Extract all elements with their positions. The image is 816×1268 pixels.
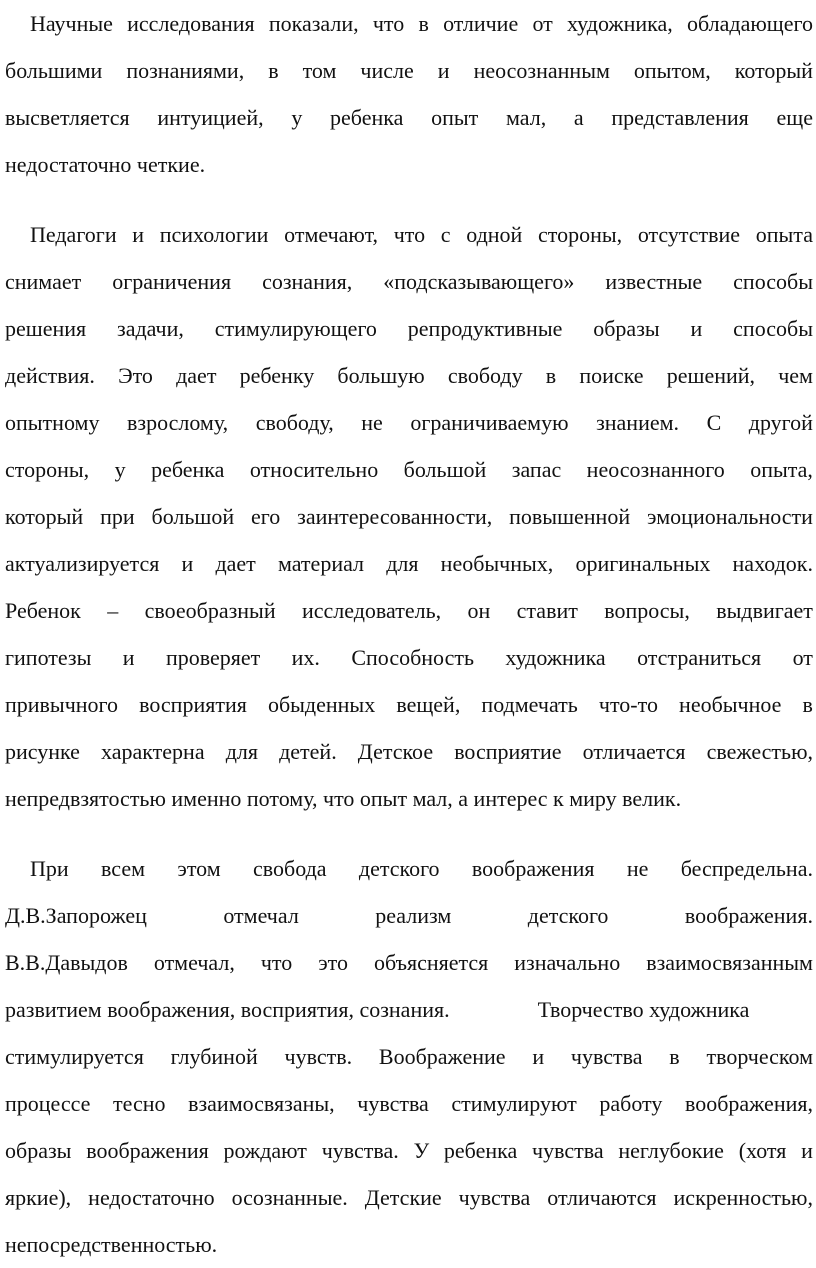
- word: рисунке: [5, 739, 80, 764]
- word: воображения.: [684, 903, 813, 928]
- word: детей.: [279, 739, 337, 764]
- word: беспредельна.: [680, 856, 813, 881]
- word: дает: [176, 363, 217, 388]
- text-line: [5, 892, 813, 939]
- word: подмечать: [481, 692, 578, 717]
- word: выдвигает: [716, 598, 813, 623]
- word: ребенка: [443, 1138, 518, 1163]
- word: восприятия: [139, 692, 247, 717]
- word: искренностью,: [673, 1185, 813, 1210]
- word: не: [626, 856, 649, 881]
- word: вопросы,: [604, 598, 690, 623]
- word: исследователь,: [301, 598, 442, 623]
- word: и: [801, 1138, 813, 1163]
- word: художника,: [566, 11, 673, 36]
- word: поиске: [579, 363, 644, 388]
- word: проверяет: [165, 645, 261, 670]
- word: В.В.Давыдов: [5, 950, 128, 975]
- word: не: [361, 410, 383, 435]
- word: стороны,: [5, 457, 90, 482]
- word: показали,: [268, 11, 359, 36]
- word: Научные: [30, 11, 113, 36]
- text-line: [5, 399, 813, 446]
- word: тесно: [113, 1091, 166, 1116]
- word: от: [532, 11, 553, 36]
- word: чем: [778, 363, 813, 388]
- word: Детское: [357, 739, 434, 764]
- text-line: [5, 939, 813, 986]
- text-line: [5, 211, 813, 258]
- word: задачи,: [117, 316, 184, 341]
- word: воображения,: [684, 1091, 813, 1116]
- word: и: [690, 316, 703, 341]
- word: относительно: [249, 457, 379, 482]
- word: у: [114, 457, 126, 482]
- word: ставит: [516, 598, 578, 623]
- word: и: [437, 58, 450, 83]
- word: Педагоги: [30, 222, 117, 247]
- text-line: [5, 681, 813, 728]
- word: воображения: [471, 856, 595, 881]
- text-line: [5, 0, 813, 47]
- word: другой: [748, 410, 813, 435]
- word: представления: [611, 105, 749, 130]
- word: отмечал,: [153, 950, 235, 975]
- word: всем: [101, 856, 146, 881]
- word: «подсказывающего»: [383, 269, 575, 294]
- word: При: [30, 856, 69, 881]
- word: этом: [177, 856, 221, 881]
- word: свободу: [447, 363, 523, 388]
- word: ребенка: [330, 105, 404, 130]
- text-line: непосредственностью.: [5, 1232, 218, 1257]
- word: способы: [733, 316, 813, 341]
- word: отмечают,: [284, 222, 379, 247]
- word: детского: [527, 903, 609, 928]
- word: эмоциональности: [647, 504, 813, 529]
- word: взаимосвязанным: [646, 950, 813, 975]
- word: в: [669, 1044, 680, 1069]
- text-segment: развитием воображения, восприятия, сознания.: [5, 997, 450, 1022]
- word: что: [393, 222, 426, 247]
- word: а: [573, 105, 584, 130]
- word: отличается: [582, 739, 686, 764]
- word: неосознанного: [586, 457, 725, 482]
- word: снимает: [5, 269, 82, 294]
- text-line: [5, 1033, 813, 1080]
- text-line: недостаточно четкие.: [5, 152, 206, 177]
- text-line: [5, 634, 813, 681]
- word: опыта: [755, 222, 813, 247]
- word: опытом,: [633, 58, 711, 83]
- word: образы: [593, 316, 660, 341]
- text-line: непредвзятостью именно потому, что опыт мал, а интерес к миру велик.: [5, 786, 682, 811]
- word: реализм: [375, 903, 452, 928]
- word: дает: [215, 551, 256, 576]
- word: свободу,: [255, 410, 334, 435]
- text-line: [5, 493, 813, 540]
- word: обыденных: [267, 692, 376, 717]
- word: способы: [733, 269, 813, 294]
- word: воображения: [86, 1138, 209, 1163]
- word: одной: [466, 222, 523, 247]
- word: ограничиваемую: [410, 410, 569, 435]
- word: процессе: [5, 1091, 91, 1116]
- word: детского: [358, 856, 440, 881]
- word: который: [5, 504, 84, 529]
- word: необычных,: [440, 551, 554, 576]
- word: репродуктивные: [407, 316, 563, 341]
- text-line: [5, 587, 813, 634]
- word: с: [440, 222, 451, 247]
- word: отстраниться: [637, 645, 762, 670]
- document-page: [5, 0, 813, 1268]
- word: чувства: [570, 1044, 643, 1069]
- text-line: [5, 352, 813, 399]
- word: в: [802, 692, 813, 717]
- word: высветляется: [5, 105, 130, 130]
- word: мал,: [505, 105, 547, 130]
- word: чувства: [458, 1185, 531, 1210]
- word: недостаточно: [88, 1185, 215, 1210]
- word: стимулируется: [5, 1044, 144, 1069]
- word: при: [100, 504, 135, 529]
- word: действия.: [5, 363, 95, 388]
- word: гипотезы: [5, 645, 92, 670]
- word: глубиной: [170, 1044, 258, 1069]
- word: обладающего: [687, 11, 813, 36]
- word: большой: [151, 504, 235, 529]
- word: чувства.: [321, 1138, 399, 1163]
- paragraph-spacer: [5, 822, 813, 845]
- word: опыта,: [750, 457, 813, 482]
- text-line: [5, 1127, 813, 1174]
- word: от: [792, 645, 813, 670]
- word: характерна: [101, 739, 205, 764]
- word: осознанные.: [231, 1185, 348, 1210]
- word: творческом: [706, 1044, 813, 1069]
- word: неосознанным: [473, 58, 610, 83]
- text-gap: [450, 986, 538, 1033]
- word: необычное: [679, 692, 782, 717]
- word: Воображение: [378, 1044, 506, 1069]
- word: своеобразный: [144, 598, 276, 623]
- word: повышенной: [509, 504, 631, 529]
- word: неглубокие: [618, 1138, 724, 1163]
- word: известные: [605, 269, 703, 294]
- word: Д.В.Запорожец: [5, 903, 147, 928]
- word: опытному: [5, 410, 100, 435]
- word: стороны,: [537, 222, 623, 247]
- word: вещей,: [396, 692, 461, 717]
- word: оригинальных: [575, 551, 711, 576]
- text-line: [5, 1080, 813, 1127]
- word: в: [545, 363, 557, 388]
- word: и: [132, 222, 145, 247]
- word: отсутствие: [637, 222, 741, 247]
- word: и: [532, 1044, 545, 1069]
- word: для: [225, 739, 258, 764]
- word: решения: [5, 316, 87, 341]
- word: большой: [403, 457, 487, 482]
- word: что: [260, 950, 293, 975]
- word: изначально: [514, 950, 621, 975]
- paragraph-2: [5, 211, 813, 822]
- word: чувства: [357, 1091, 429, 1116]
- word: взаимосвязаны,: [188, 1091, 335, 1116]
- text-line: [5, 728, 813, 775]
- word: художника: [505, 645, 606, 670]
- text-line: [5, 1174, 813, 1221]
- word: чувств.: [284, 1044, 353, 1069]
- word: сознания,: [262, 269, 353, 294]
- word: это: [318, 950, 348, 975]
- word: отличаются: [547, 1185, 657, 1210]
- word: числе: [360, 58, 414, 83]
- word: еще: [776, 105, 813, 130]
- word: их.: [291, 645, 320, 670]
- word: заинтересованности,: [297, 504, 493, 529]
- text-line: [5, 986, 813, 1033]
- word: Детские: [364, 1185, 442, 1210]
- word: привычного: [5, 692, 119, 717]
- word: исследования: [127, 11, 255, 36]
- word: Ребенок: [5, 598, 81, 623]
- text-line: [5, 540, 813, 587]
- word: что: [372, 11, 405, 36]
- word: что-то: [598, 692, 658, 717]
- word: психологии: [159, 222, 269, 247]
- word: ребенка: [151, 457, 225, 482]
- word: актуализируется: [5, 551, 160, 576]
- word: восприятие: [454, 739, 562, 764]
- word: большую: [337, 363, 425, 388]
- word: яркие),: [5, 1185, 72, 1210]
- word: в: [268, 58, 279, 83]
- word: отмечал: [223, 903, 299, 928]
- word: стимулирующего: [214, 316, 377, 341]
- word: свобода: [253, 856, 327, 881]
- text-line: [5, 47, 813, 94]
- word: взрослому,: [126, 410, 229, 435]
- word: он: [467, 598, 491, 623]
- word: ограничения: [112, 269, 232, 294]
- word: большими: [5, 58, 103, 83]
- word: Это: [118, 363, 153, 388]
- text-line: [5, 94, 813, 141]
- word: решений,: [666, 363, 756, 388]
- word: работу: [599, 1091, 663, 1116]
- text-line: [5, 305, 813, 352]
- word: его: [251, 504, 281, 529]
- word: отличие: [443, 11, 519, 36]
- word: материал: [277, 551, 365, 576]
- word: у: [291, 105, 303, 130]
- word: знанием.: [596, 410, 680, 435]
- word: –: [107, 598, 119, 623]
- word: который: [734, 58, 813, 83]
- word: опыт: [431, 105, 479, 130]
- text-line: [5, 446, 813, 493]
- word: чувства: [532, 1138, 604, 1163]
- word: для: [386, 551, 419, 576]
- word: том: [302, 58, 337, 83]
- word: интуицией,: [157, 105, 264, 130]
- paragraph-spacer: [5, 188, 813, 211]
- word: Способность: [351, 645, 475, 670]
- word: и: [181, 551, 194, 576]
- word: в: [418, 11, 429, 36]
- word: познаниями,: [126, 58, 245, 83]
- word: С: [706, 410, 722, 435]
- word: (хотя: [738, 1138, 787, 1163]
- word: образы: [5, 1138, 72, 1163]
- paragraph-3: [5, 845, 813, 1268]
- text-line: [5, 845, 813, 892]
- text-line: [5, 258, 813, 305]
- word: стимулируют: [451, 1091, 577, 1116]
- word: ребенку: [239, 363, 315, 388]
- word: запас: [511, 457, 562, 482]
- word: и: [122, 645, 135, 670]
- word: рождают: [223, 1138, 307, 1163]
- word: объясняется: [373, 950, 489, 975]
- word: У: [413, 1138, 430, 1163]
- text-segment: Творчество художника: [537, 997, 750, 1022]
- word: находок.: [732, 551, 813, 576]
- word: свежестью,: [706, 739, 813, 764]
- paragraph-1: [5, 0, 813, 188]
